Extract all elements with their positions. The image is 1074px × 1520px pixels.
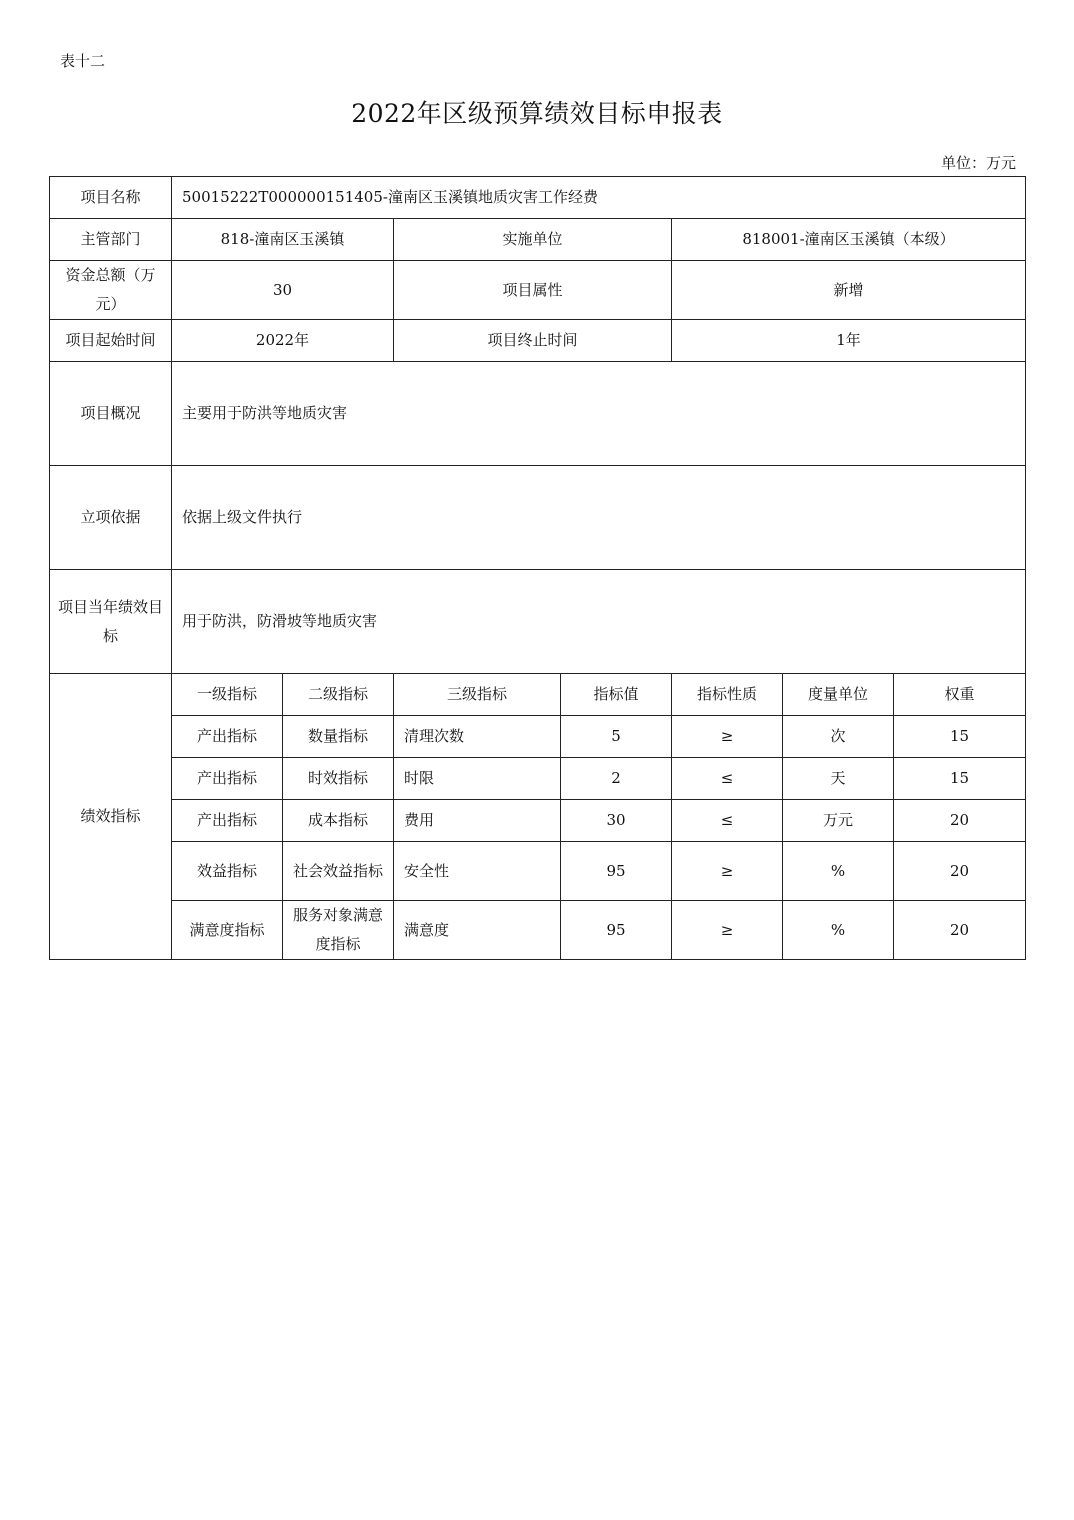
level3-cell: 满意度 [394, 901, 561, 960]
end-label: 项目终止时间 [394, 320, 672, 362]
level2-cell: 成本指标 [283, 800, 394, 842]
fund-value: 30 [172, 261, 394, 320]
goal-label: 项目当年绩效目标 [50, 570, 172, 674]
fund-label: 资金总额（万元） [50, 261, 172, 320]
header-weight: 权重 [894, 674, 1026, 716]
department-row [50, 219, 1026, 261]
impl-label: 实施单位 [394, 219, 672, 261]
indicator-header-row [50, 674, 1026, 716]
weight-cell: 15 [894, 716, 1026, 758]
level3-cell: 费用 [394, 800, 561, 842]
unit-cell: % [783, 901, 894, 960]
value-cell: 95 [561, 842, 672, 901]
start-label: 项目起始时间 [50, 320, 172, 362]
indicator-section-label: 绩效指标 [50, 674, 172, 960]
header-unit: 度量单位 [783, 674, 894, 716]
attr-label: 项目属性 [394, 261, 672, 320]
time-row [50, 320, 1026, 362]
level3-cell: 时限 [394, 758, 561, 800]
nature-cell: ≥ [672, 901, 783, 960]
level3-cell: 安全性 [394, 842, 561, 901]
level1-cell: 产出指标 [172, 800, 283, 842]
unit-cell: 天 [783, 758, 894, 800]
table-row [50, 901, 1026, 960]
goal-value: 用于防洪，防滑坡等地质灾害 [172, 570, 1026, 674]
table-number: 表十二 [60, 52, 106, 70]
dept-label: 主管部门 [50, 219, 172, 261]
level1-cell: 满意度指标 [172, 901, 283, 960]
level2-cell: 社会效益指标 [283, 842, 394, 901]
level1-cell: 产出指标 [172, 716, 283, 758]
value-cell: 2 [561, 758, 672, 800]
overview-value: 主要用于防洪等地质灾害 [172, 362, 1026, 466]
dept-value: 818-潼南区玉溪镇 [172, 219, 394, 261]
level2-cell: 数量指标 [283, 716, 394, 758]
table-row [50, 800, 1026, 842]
value-cell: 5 [561, 716, 672, 758]
weight-cell: 15 [894, 758, 1026, 800]
nature-cell: ≤ [672, 800, 783, 842]
header-level1: 一级指标 [172, 674, 283, 716]
header-nature: 指标性质 [672, 674, 783, 716]
level2-cell: 服务对象满意度指标 [283, 901, 394, 960]
level3-cell: 清理次数 [394, 716, 561, 758]
weight-cell: 20 [894, 901, 1026, 960]
header-value: 指标值 [561, 674, 672, 716]
weight-cell: 20 [894, 800, 1026, 842]
value-cell: 30 [561, 800, 672, 842]
value-cell: 95 [561, 901, 672, 960]
project-name-label: 项目名称 [50, 177, 172, 219]
basis-label: 立项依据 [50, 466, 172, 570]
unit-cell: % [783, 842, 894, 901]
attr-value: 新增 [672, 261, 1026, 320]
project-name-value: 50015222T000000151405-潼南区玉溪镇地质灾害工作经费 [172, 177, 1026, 219]
project-name-row [50, 177, 1026, 219]
start-value: 2022年 [172, 320, 394, 362]
goal-row [50, 570, 1026, 674]
unit-cell: 次 [783, 716, 894, 758]
header-level2: 二级指标 [283, 674, 394, 716]
document-title: 2022年区级预算绩效目标申报表 [351, 99, 723, 128]
table-row [50, 842, 1026, 901]
overview-label: 项目概况 [50, 362, 172, 466]
basis-row [50, 466, 1026, 570]
weight-cell: 20 [894, 842, 1026, 901]
budget-performance-table [49, 176, 1026, 960]
unit-note: 单位：万元 [940, 154, 1016, 172]
table-row [50, 716, 1026, 758]
overview-row [50, 362, 1026, 466]
basis-value: 依据上级文件执行 [172, 466, 1026, 570]
end-value: 1年 [672, 320, 1026, 362]
nature-cell: ≤ [672, 758, 783, 800]
header-level3: 三级指标 [394, 674, 561, 716]
nature-cell: ≥ [672, 842, 783, 901]
level1-cell: 产出指标 [172, 758, 283, 800]
impl-value: 818001-潼南区玉溪镇（本级） [672, 219, 1026, 261]
level1-cell: 效益指标 [172, 842, 283, 901]
unit-cell: 万元 [783, 800, 894, 842]
level2-cell: 时效指标 [283, 758, 394, 800]
fund-row [50, 261, 1026, 320]
table-row [50, 758, 1026, 800]
nature-cell: ≥ [672, 716, 783, 758]
